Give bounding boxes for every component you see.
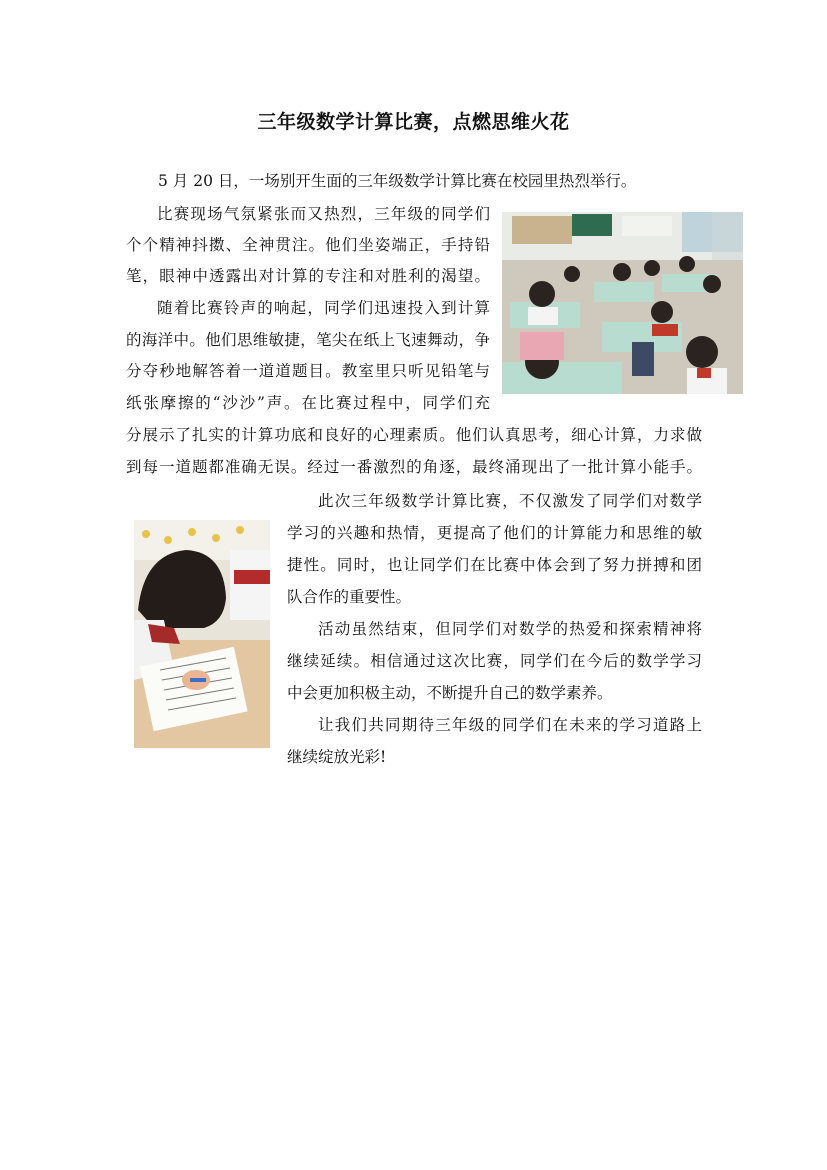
paragraph-line: 随着比赛铃声的响起，同学们迅速投入到计算 [157,299,490,317]
paragraph-line: 到每一道题都准确无误。经过一番激烈的角逐，最终涌现出了一批计算小能手。 [126,458,702,476]
paragraph-line: 让我们共同期待三年级的同学们在未来的学习道路上 [318,716,702,734]
student-writing-photo [134,520,270,748]
paragraph-line: 活动虽然结束，但同学们对数学的热爱和探索精神将 [318,620,702,638]
classroom-competition-photo [502,212,743,394]
paragraph-line: 纸张摩擦的“沙沙”声。在比赛过程中，同学们充 [126,394,490,412]
paragraph-line: 此次三年级数学计算比赛，不仅激发了同学们对数学 [318,492,702,510]
paragraph-line: 分展示了扎实的计算功底和良好的心理素质。他们认真思考，细心计算，力求做 [126,426,702,444]
paragraph-line: 笔，眼神中透露出对计算的专注和对胜利的渴望。 [126,267,490,285]
article-title: 三年级数学计算比赛，点燃思维火花 [257,111,570,133]
paragraph-line: 5 月 20 日，一场别开生面的三年级数学计算比赛在校园里热烈举行。 [158,172,637,190]
paragraph-line: 比赛现场气氛紧张而又热烈，三年级的同学们 [157,205,490,223]
paragraph-line: 中会更加积极主动，不断提升自己的数学素养。 [287,684,613,702]
paragraph-line: 捷性。同时，也让同学们在比赛中体会到了努力拼搏和团 [287,556,702,574]
paragraph-line: 的海洋中。他们思维敏捷，笔尖在纸上飞速舞动，争 [126,331,490,349]
paragraph-line: 个个精神抖擞、全神贯注。他们坐姿端正，手持铅 [126,236,490,254]
paragraph-line: 继续绽放光彩! [287,748,387,766]
paragraph-line: 队合作的重要性。 [287,588,412,606]
paragraph-line: 分夺秒地解答着一道道题目。教室里只听见铅笔与 [126,362,490,380]
paragraph-line: 学习的兴趣和热情，更提高了他们的计算能力和思维的敏 [287,524,702,542]
paragraph-line: 继续延续。相信通过这次比赛，同学们在今后的数学学习 [287,652,702,670]
